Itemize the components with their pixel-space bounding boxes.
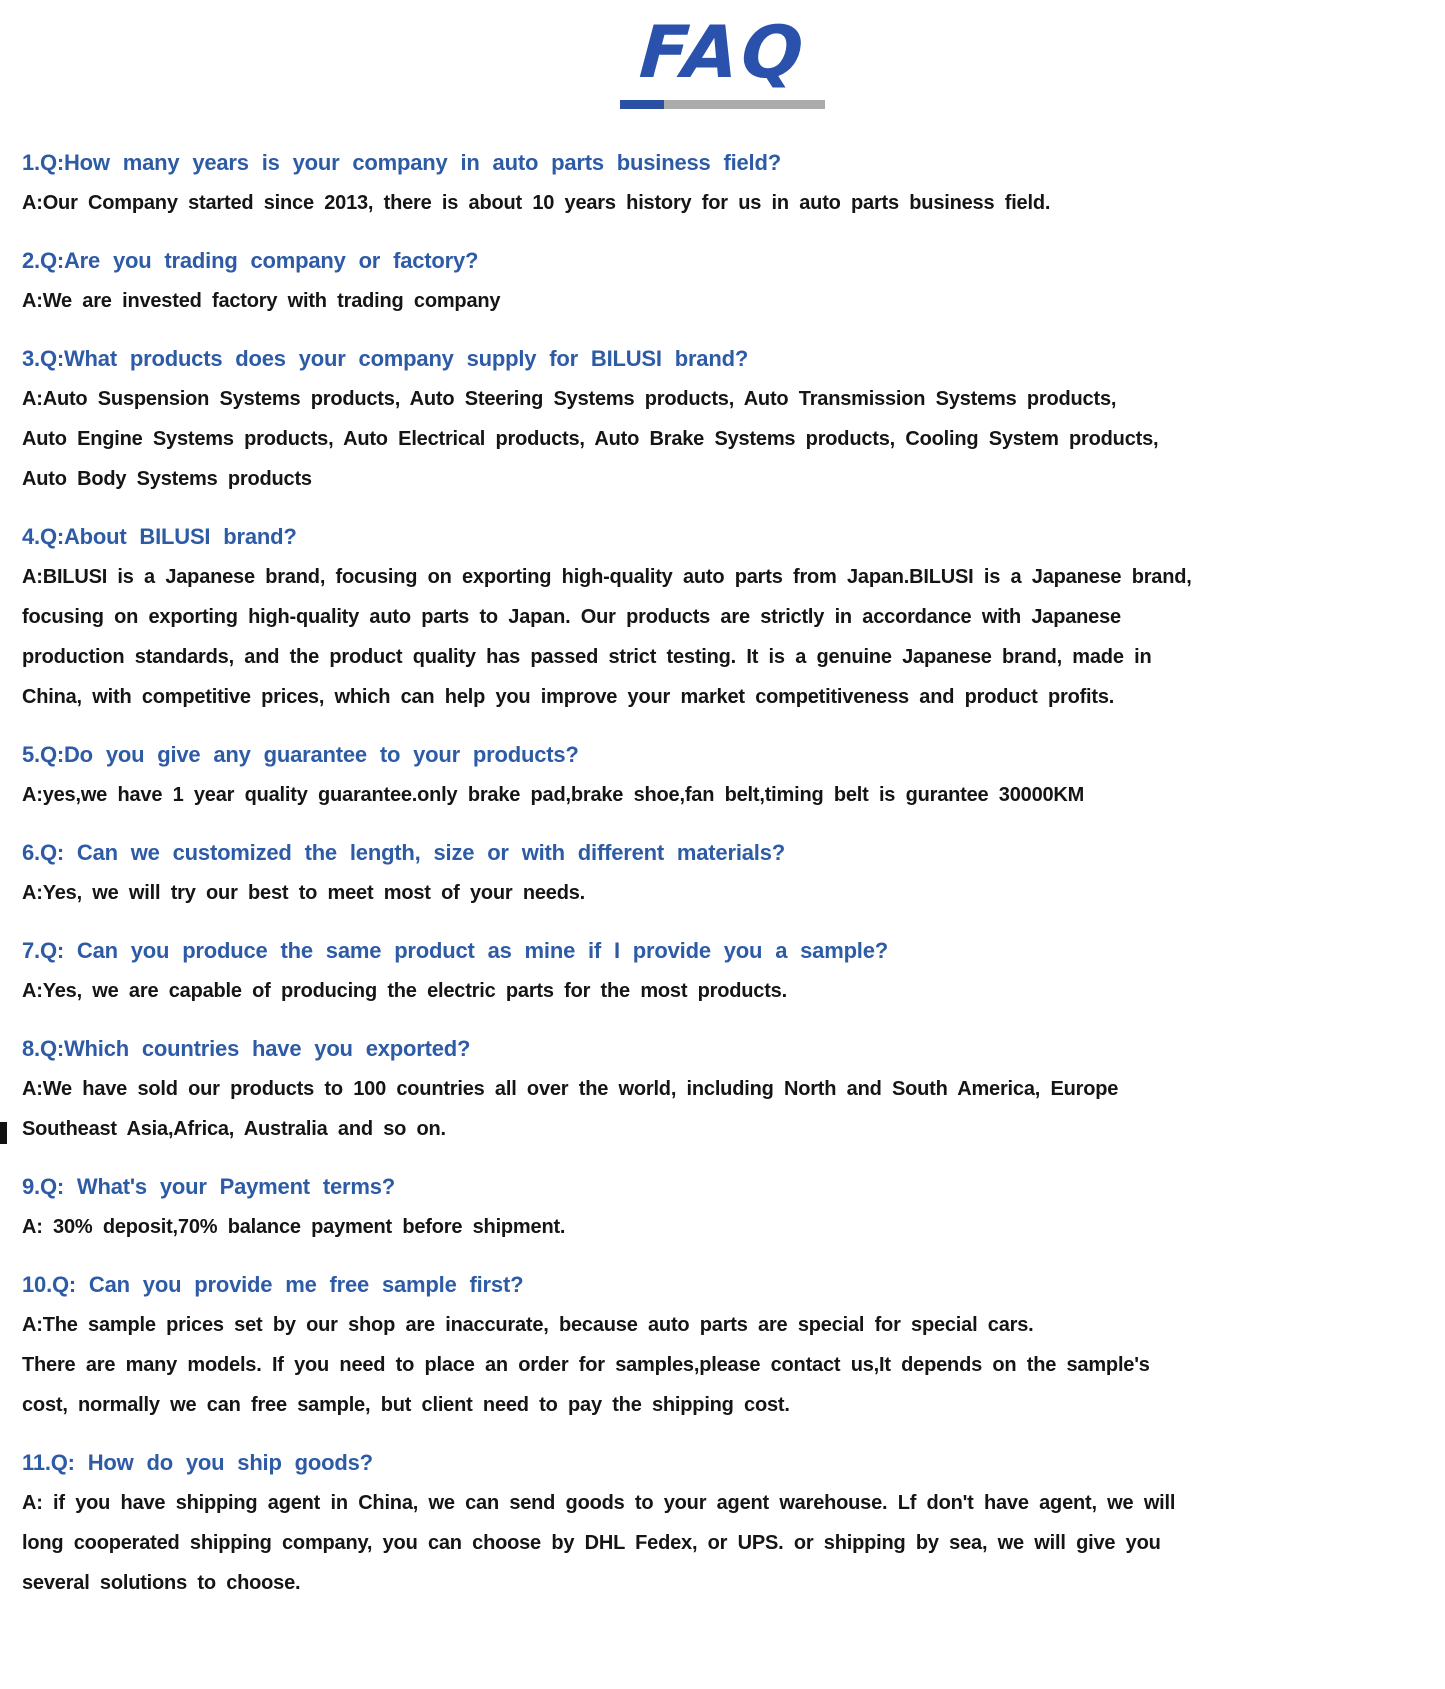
answer-line: A: if you have shipping agent in China, we can send goods to your agent warehouse. Lf don't have agent, we will <box>22 1492 1176 1514</box>
answer-line: A:The sample prices set by our shop are inaccurate, because auto parts are special for special cars. <box>22 1314 1034 1336</box>
faq-answer <box>22 1305 1423 1425</box>
faq-answer <box>22 281 1423 321</box>
faq-answer <box>22 873 1423 913</box>
faq-answer <box>22 971 1423 1011</box>
faq-question: 1.Q:How many years is your company in auto parts business field? <box>22 150 781 175</box>
underline-blue-segment <box>620 100 664 109</box>
answer-line: China, with competitive prices, which can help you improve your market competitiveness and product profits. <box>22 686 1115 708</box>
faq-item <box>22 735 1423 815</box>
faq-item <box>22 241 1423 321</box>
answer-line: Auto Body Systems products <box>22 468 312 490</box>
faq-question: 11.Q: How do you ship goods? <box>22 1450 373 1475</box>
faq-answer <box>22 1483 1423 1603</box>
faq-item <box>22 517 1423 717</box>
faq-item <box>22 1029 1423 1149</box>
faq-list <box>22 143 1423 1603</box>
faq-question: 5.Q:Do you give any guarantee to your products? <box>22 742 579 767</box>
page-title: FAQ <box>636 10 809 94</box>
answer-line: A:We have sold our products to 100 countries all over the world, including North and South America, Europe <box>22 1078 1119 1100</box>
faq-question: 3.Q:What products does your company supply for BILUSI brand? <box>22 346 749 371</box>
faq-item <box>22 1167 1423 1247</box>
faq-question: 4.Q:About BILUSI brand? <box>22 524 297 549</box>
answer-line: long cooperated shipping company, you can choose by DHL Fedex, or UPS. or shipping by sea, we will give you <box>22 1532 1161 1554</box>
answer-line: A: 30% deposit,70% balance payment before shipment. <box>22 1216 566 1238</box>
faq-item <box>22 339 1423 499</box>
answer-line: A:We are invested factory with trading company <box>22 290 501 312</box>
answer-line: A:BILUSI is a Japanese brand, focusing on exporting high-quality auto parts from Japan.BILUSI is a Japanese brand, <box>22 566 1192 588</box>
faq-item <box>22 143 1423 223</box>
answer-line: A:Yes, we will try our best to meet most of your needs. <box>22 882 586 904</box>
faq-answer <box>22 1069 1423 1149</box>
faq-header <box>22 8 1423 109</box>
faq-answer <box>22 775 1423 815</box>
faq-answer <box>22 183 1423 223</box>
faq-answer <box>22 557 1423 717</box>
faq-question: 9.Q: What's your Payment terms? <box>22 1174 396 1199</box>
title-underline <box>620 100 825 109</box>
answer-line: A:Auto Suspension Systems products, Auto Steering Systems products, Auto Transmission Systems products, <box>22 388 1117 410</box>
faq-question: 2.Q:Are you trading company or factory? <box>22 248 479 273</box>
answer-line: cost, normally we can free sample, but client need to pay the shipping cost. <box>22 1394 790 1416</box>
faq-answer <box>22 1207 1423 1247</box>
faq-item <box>22 833 1423 913</box>
answer-line: There are many models. If you need to place an order for samples,please contact us,It depends on the sample's <box>22 1354 1150 1376</box>
faq-question: 10.Q: Can you provide me free sample first? <box>22 1272 524 1297</box>
faq-question: 7.Q: Can you produce the same product as mine if I provide you a sample? <box>22 938 888 963</box>
answer-line: production standards, and the product quality has passed strict testing. It is a genuine Japanese brand, made in <box>22 646 1152 668</box>
answer-line: A:Yes, we are capable of producing the electric parts for the most products. <box>22 980 787 1002</box>
answer-line: Southeast Asia,Africa, Australia and so on. <box>22 1118 446 1140</box>
answer-line: focusing on exporting high-quality auto parts to Japan. Our products are strictly in accordance with Japanese <box>22 606 1121 628</box>
answer-line: A:yes,we have 1 year quality guarantee.only brake pad,brake shoe,fan belt,timing belt is gurantee 30000KM <box>22 784 1085 806</box>
faq-item <box>22 1443 1423 1603</box>
underline-gray-segment <box>664 100 825 109</box>
faq-answer <box>22 379 1423 499</box>
faq-item <box>22 931 1423 1011</box>
answer-line: A:Our Company started since 2013, there is about 10 years history for us in auto parts business field. <box>22 192 1051 214</box>
faq-question: 6.Q: Can we customized the length, size or with different materials? <box>22 840 785 865</box>
answer-line: Auto Engine Systems products, Auto Electrical products, Auto Brake Systems products, Cooling System products, <box>22 428 1159 450</box>
faq-question: 8.Q:Which countries have you exported? <box>22 1036 471 1061</box>
answer-line: several solutions to choose. <box>22 1572 301 1594</box>
faq-item <box>22 1265 1423 1425</box>
left-edge-mark <box>0 1122 7 1144</box>
